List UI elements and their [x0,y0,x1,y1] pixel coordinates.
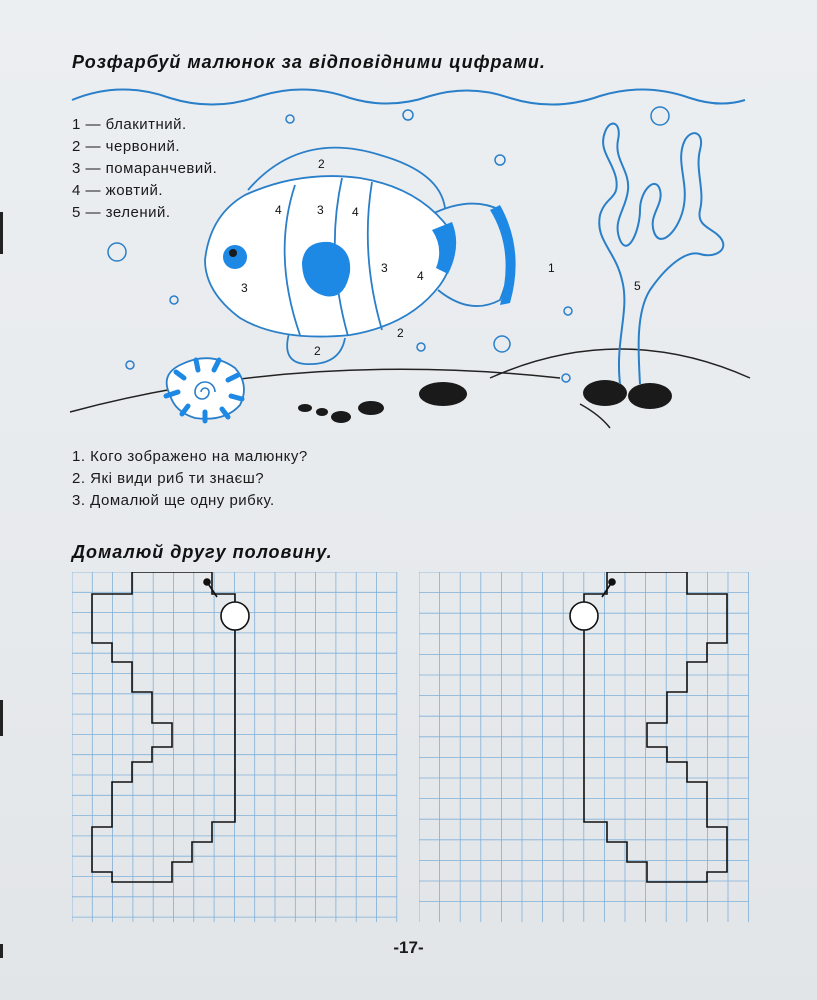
label-stripe-right: 4 [352,205,359,219]
label-water: 1 [548,261,555,275]
label-bottom-fin: 2 [314,344,321,358]
page-edge-mark [0,700,3,736]
question-item: 3. Домалюй ще одну рибку. [72,492,275,509]
fish-eye [223,245,247,269]
butterfly-right-half [570,572,727,882]
label-head: 3 [241,281,248,295]
fish-drawing [205,148,510,364]
questions-list [72,446,308,512]
stones [298,380,672,423]
legend-item: 4 — жовтий. [72,182,163,199]
question-item: 2. Які види риб ти знаєш? [72,470,265,487]
label-body-lower: 3 [381,261,388,275]
label-seaweed: 5 [634,279,641,293]
fish-scene [0,0,817,440]
task2-heading: Домалюй другу половину. [72,542,333,562]
legend-item: 1 — блакитний. [72,116,187,133]
fish-pupil [229,249,237,257]
legend-item: 5 — зелений. [72,204,171,221]
shell-drawing [166,358,244,421]
question-item: 1. Кого зображено на малюнку? [72,448,308,465]
label-stripe-mid: 3 [317,203,324,217]
sea-floor [70,369,560,412]
task1-heading: Розфарбуй малюнок за відповідними цифрами. [72,52,546,72]
label-top-fin: 2 [318,157,325,171]
grid-right[interactable] [419,572,751,924]
label-belly: 2 [397,326,404,340]
page-number: -17- [393,938,424,957]
water-surface-line [72,89,745,104]
label-near-tail: 4 [417,269,424,283]
label-stripe-left: 4 [275,203,282,217]
grid-left[interactable] [72,572,402,924]
sea-floor [580,404,610,428]
legend-item: 2 — червоний. [72,138,181,155]
seaweed-drawing [599,124,723,384]
legend-item: 3 — помаранчевий. [72,160,218,177]
